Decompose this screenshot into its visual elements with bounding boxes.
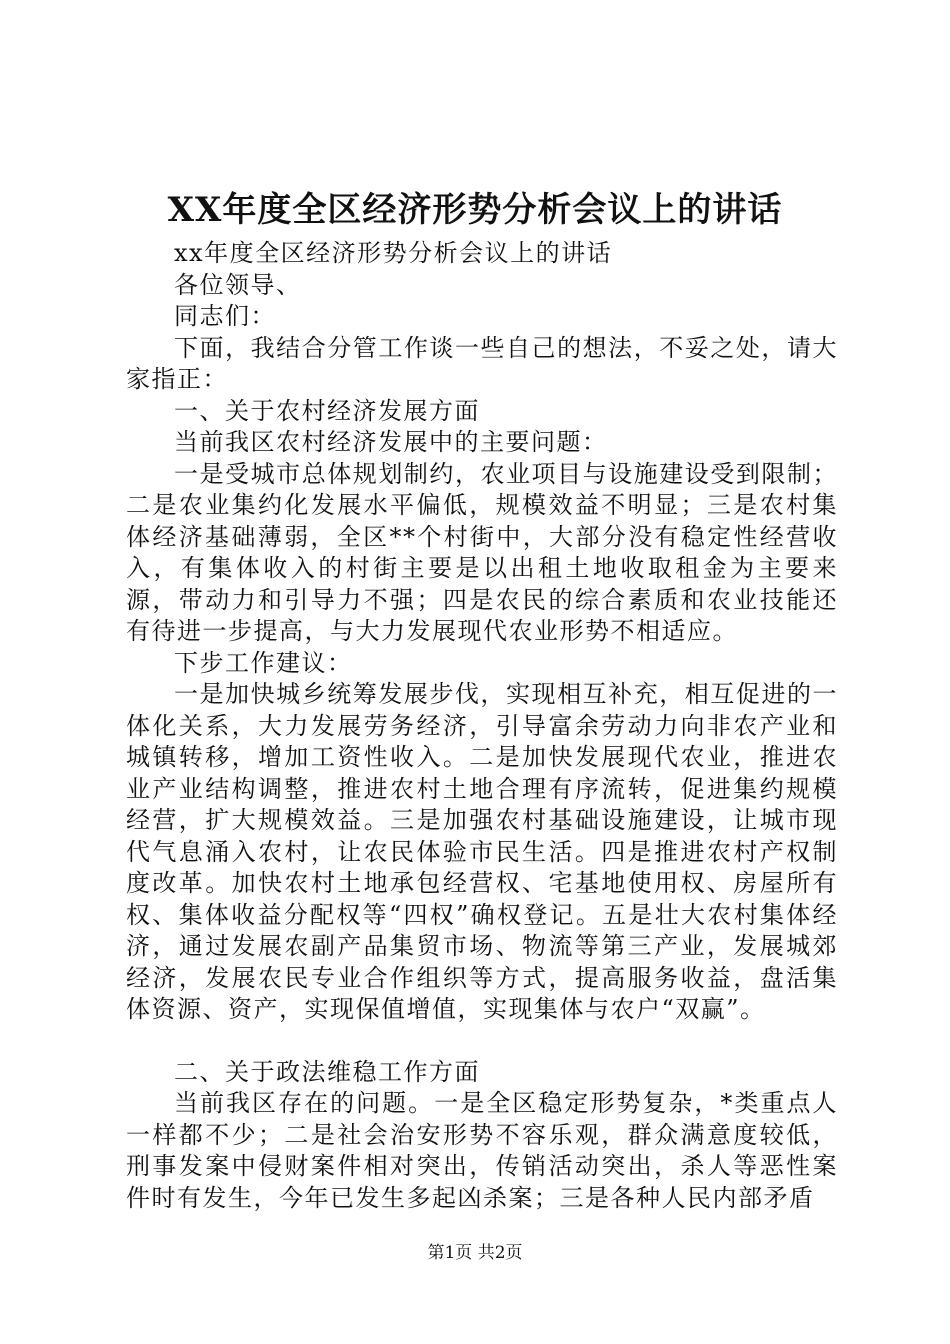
paragraph-next-steps: 一是加快城乡统筹发展步伐，实现相互补充，相互促进的一体化关系，大力发展劳务经济，引导富余劳动力向非农产业和城镇转移，增加工资性收入。二是加快发展现代农业，推进农业产业结构调整，推进农村土地合理有序流转，促进集约规模经营，扩大规模效益。三是加强农村基础设施建设，让城市现代气息涌入农村，让农民体验市民生活。四是推进农村产权制度改革。加快农村土地承包经营权、宅基地使用权、房屋所有权、集体收益分配权等“四权”确权登记。五是壮大农村集体经济，通过发展农副产品集贸市场、物流等第三产业，发展城郊经济，发展农民专业合作组织等方式，提高服务收益，盘活集体资源、资产，实现保值增值，实现集体与农户“双赢”。 [126, 680, 838, 1023]
paragraph-intro: 下面，我结合分管工作谈一些自己的想法，不妥之处，请大家指正： [126, 333, 838, 393]
page-footer: 第1页 共2页 [427, 1243, 523, 1263]
section-heading-rural-economy: 一、关于农村经济发展方面 [174, 396, 480, 425]
paragraph-political-problems: 当前我区存在的问题。一是全区稳定形势复杂，*类重点人一样都不少；二是社会治安形势不容乐观，群众满意度较低，刑事发案中侵财案件相对突出，传销活动突出，杀人等恶性案件时有发生，今年已发生多起凶杀案；三是各种人民内部矛盾 [126, 1089, 838, 1212]
section-heading-political-legal: 二、关于政法维稳工作方面 [174, 1057, 480, 1086]
paragraph-next-steps-heading: 下步工作建议： [174, 648, 353, 677]
paragraph-rural-problems: 一是受城市总体规划制约，农业项目与设施建设受到限制；二是农业集约化发展水平偏低，规模效益不明显；三是农村集体经济基础薄弱，全区**个村街中，大部分没有稳定性经营收入，有集体收入的村街主要是以出租土地收取租金为主要来源，带动力和引导力不强；四是农民的综合素质和农业技能还有待进一步提高，与大力发展现代农业形势不相适应。 [126, 459, 838, 645]
document-title: XX年度全区经济形势分析会议上的讲话 [167, 190, 783, 230]
document-body [126, 238, 838, 1214]
paragraph-salutation-comrades: 同志们： [174, 302, 276, 330]
paragraph-subtitle: xx年度全区经济形势分析会议上的讲话 [174, 239, 613, 267]
paragraph-rural-problems-heading: 当前我区农村经济发展中的主要问题： [174, 428, 608, 456]
paragraph-salutation-leaders: 各位领导、 [174, 270, 302, 299]
